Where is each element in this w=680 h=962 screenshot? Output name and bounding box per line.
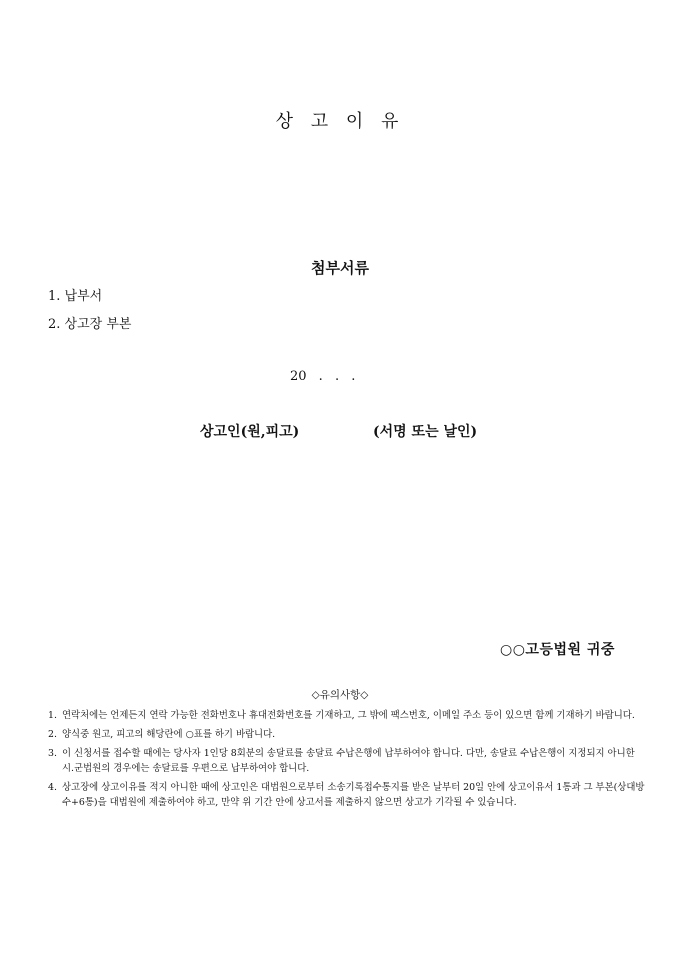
notice-item — [48, 780, 648, 810]
notice-item-number: 4. — [48, 782, 57, 793]
notice-item — [48, 708, 648, 723]
notice-item-number: 1. — [48, 710, 57, 721]
notice-item-text: 상고장에 상고이유를 적지 아니한 때에 상고인은 대법원으로부터 소송기록접수통지를 받은 날부터 20일 안에 상고이유서 1통과 그 부본(상대방수+6통)을 대법원에 제출하여야 하고, 만약 위 기간 안에 상고서를 제출하지 않으면 상고가 기각될 수 있습니다. — [62, 782, 645, 808]
court-addressee: ○○고등법원 귀중 — [500, 642, 615, 658]
notice-list — [48, 708, 648, 814]
notice-item-text: 연락처에는 언제든지 연락 가능한 전화번호나 휴대전화번호를 기재하고, 그 밖에 팩스번호, 이메일 주소 등이 있으면 함께 기재하기 바랍니다. — [62, 710, 635, 721]
notice-item-number: 3. — [48, 748, 57, 759]
date-line: 20 . . . — [290, 369, 356, 384]
attachment-item: 2. 상고장 부본 — [48, 317, 132, 332]
notice-item — [48, 727, 648, 742]
notice-item-number: 2. — [48, 729, 57, 740]
appellant-label: 상고인(원,피고) — [200, 424, 300, 440]
notice-heading: ◇유의사항◇ — [311, 689, 369, 701]
attachment-item: 1. 납부서 — [48, 289, 103, 304]
signature-label: (서명 또는 날인) — [373, 424, 478, 440]
document-title: 상 고 이 유 — [275, 111, 405, 132]
notice-item-text: 이 신청서를 접수할 때에는 당사자 1인당 8회분의 송달료를 송달료 수납은행에 납부하여야 합니다. 다만, 송달료 수납은행이 지정되지 아니한 시.군법원의 경우에는 송달료를 우편으로 납부하여야 합니다. — [62, 748, 635, 774]
attachments-heading: 첨부서류 — [311, 259, 369, 277]
notice-item — [48, 746, 648, 776]
notice-item-text: 양식중 원고, 피고의 해당란에 ○표를 하기 바랍니다. — [62, 729, 276, 740]
